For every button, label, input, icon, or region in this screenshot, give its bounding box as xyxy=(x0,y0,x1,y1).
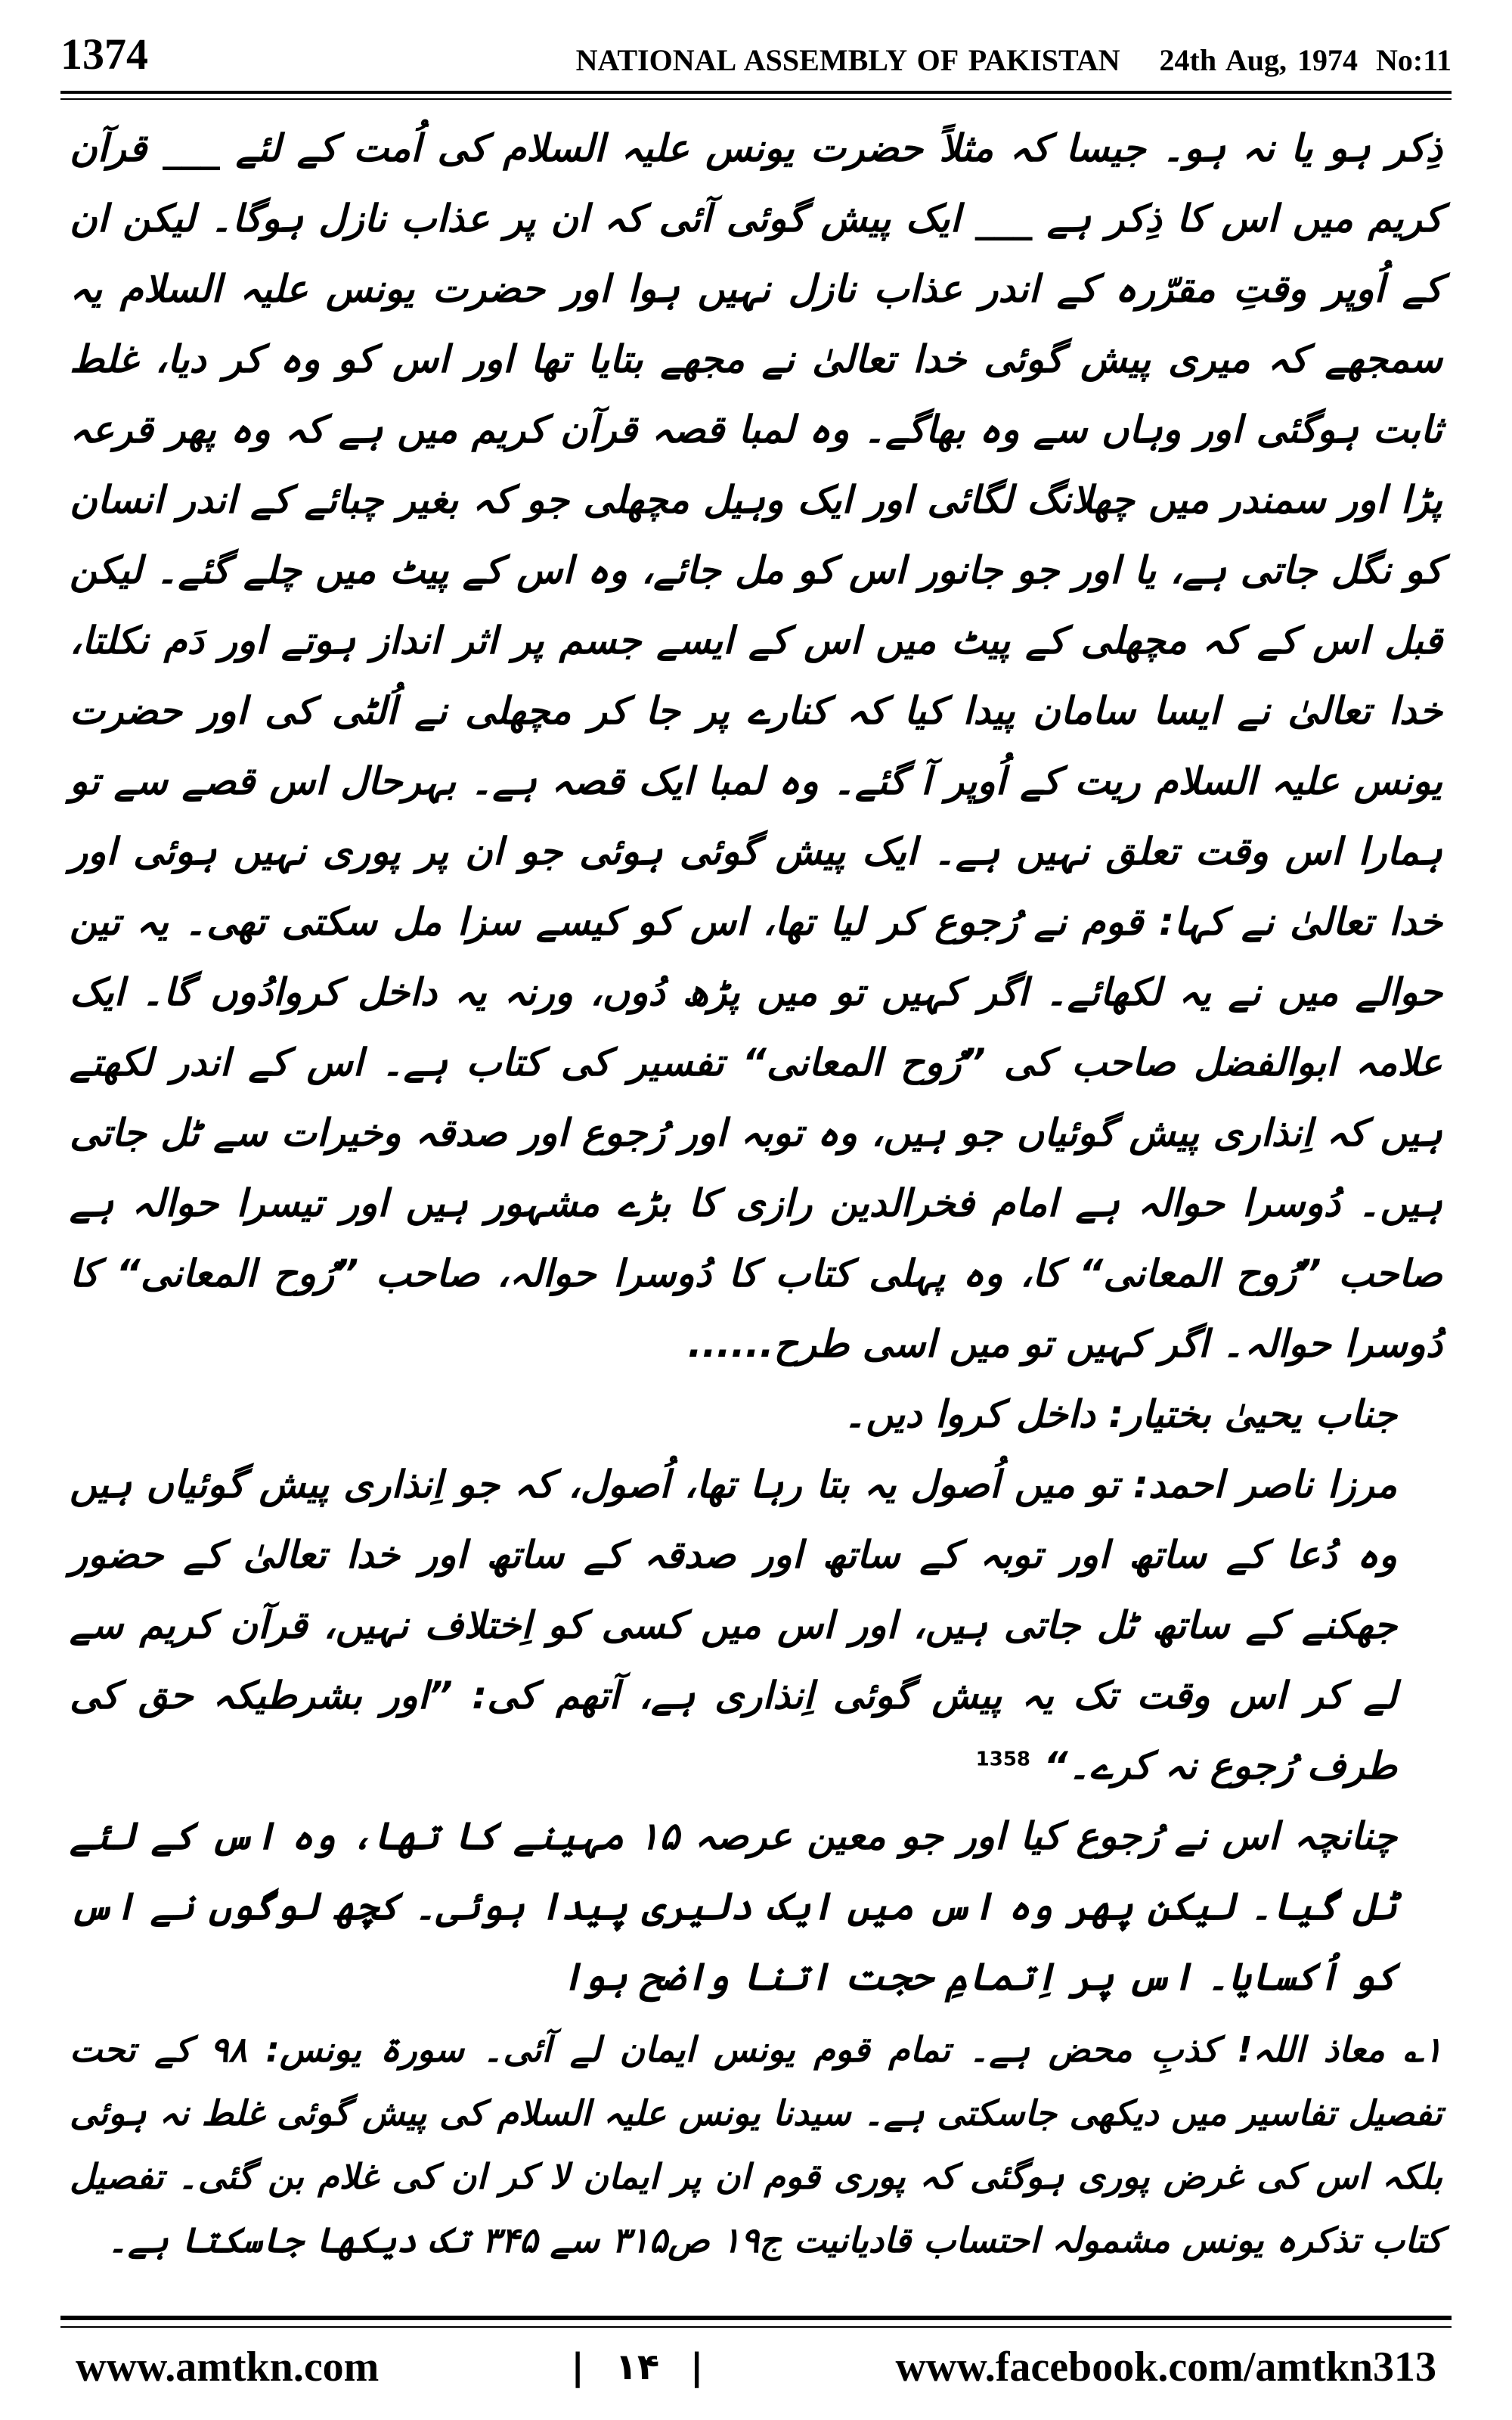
speech-text: تو میں اُصول یہ بتا رہا تھا، اُصول، کہ جو اِنذاری پیش گوئیاں ہیں وہ دُعا کے ساتھ اور توبہ کے ساتھ اور صدقہ کے ساتھ اور خدا تعالیٰ کے حضور جھکنے کے ساتھ ٹل جاتی ہیں، اور اس میں کسی کو اِختلاف نہیں، قرآن کریم سے لے کر اس وقت تک یہ پیش گوئی اِنذاری ہے، آتھم کی: ”اور بشرطیکہ حق کی طرف رُجوع نہ کرے۔“ xyxy=(70,1463,1397,1788)
paragraph xyxy=(70,1379,1442,1450)
separator: | xyxy=(689,2346,704,2388)
speech-text: داخل کروا دیں۔ xyxy=(844,1392,1095,1436)
reference-marker: 1358 xyxy=(975,1748,1031,1771)
footnote-text: ۱؎ معاذ اللہ! کذبِ محض ہے۔ تمام قوم یونس ایمان لے آئی۔ سورۃ یونس: ۹۸ کے تحت تفصیل تفاسیر میں دیکھی جاسکتی ہے۔ سیدنا یونس علیہ السلام کی پیش گوئی غلط نہ ہوئی بلکہ اس کی غرض پوری ہوگئی کہ پوری قوم ان پر ایمان لا کر ان کی غلام بن گئی۔ تفصیل کتاب تذکرہ یونس مشمولہ احتساب قادیانیت ج۱۹ ص۳۱۵ سے ۳۴۵ تک دیکھا جاسکتا ہے۔ xyxy=(70,2029,1442,2260)
header-rule-thin xyxy=(60,98,1452,100)
header-rule xyxy=(60,91,1452,94)
facebook-link[interactable]: www.facebook.com/amtkn313 xyxy=(895,2344,1436,2391)
page-footer xyxy=(76,2343,1436,2391)
footer-page-number xyxy=(571,2346,703,2388)
page-header xyxy=(576,42,1452,78)
footnote xyxy=(70,2018,1442,2272)
transcript-body xyxy=(70,113,1442,2012)
paragraph: چنانچہ اس نے رُجوع کیا اور جو معین عرصہ ۱۵ مہینے کا تھا، وہ اس کے لئے ٹل گیا۔ لیکن پھر وہ اس میں ایک دلیری پیدا ہوئی۔ کچھ لوگوں نے اس کو اُکسایا۔ اس پر اِتمامِ حجت اتنا واضح ہوا xyxy=(70,1814,1398,1999)
separator: | xyxy=(571,2346,584,2388)
urdu-page-number: ۱۴ xyxy=(615,2346,660,2388)
speaker-name: مرزا ناصر احمد: xyxy=(1132,1463,1397,1506)
publication-title: NATIONAL ASSEMBLY OF PAKISTAN xyxy=(575,43,1120,77)
page-number: 1374 xyxy=(60,29,148,79)
website-link[interactable]: www.amtkn.com xyxy=(76,2344,380,2391)
issue-number: No:11 xyxy=(1376,43,1452,77)
footer-rule xyxy=(60,2316,1452,2320)
paragraph xyxy=(70,1450,1442,1801)
footer-rule-thin xyxy=(60,2326,1452,2328)
session-date: 24th Aug, 1974 xyxy=(1159,43,1358,77)
speaker-name: جناب یحییٰ بختیار: xyxy=(1108,1392,1397,1436)
paragraph: ذِکر ہو یا نہ ہو۔ جیسا کہ مثلاً حضرت یونس علیہ السلام کی اُمت کے لئے ___ قرآن کریم میں اس کا ذِکر ہے ___ ایک پیش گوئی آئی کہ ان پر عذاب نازل ہوگا۔ لیکن ان کے اُوپر وقتِ مقرّرہ کے اندر عذاب نازل نہیں ہوا اور حضرت یونس علیہ السلام یہ سمجھے کہ میری پیش گوئی خدا تعالیٰ نے مجھے بتایا تھا اور اس کو وہ کر دیا، غلط ثابت ہوگئی اور وہاں سے وہ بھاگے۔ وہ لمبا قصہ قرآن کریم میں ہے کہ وہ پھر قرعہ پڑا اور سمندر میں چھلانگ لگائی اور ایک وہیل مچھلی جو کہ بغیر چبائے کے اندر انسان کو نگل جاتی ہے، یا اور جو جانور اس کو مل جائے، وہ اس کے پیٹ میں چلے گئے۔ لیکن قبل اس کے کہ مچھلی کے پیٹ میں اس کے ایسے جسم پر اثر انداز ہوتے اور دَم نکلتا، خدا تعالیٰ نے ایسا سامان پیدا کیا کہ کنارے پر جا کر مچھلی نے اُلٹی کی اور حضرت یونس علیہ السلام ریت کے اُوپر آ گئے۔ وہ لمبا ایک قصہ ہے۔ بہرحال اس قصے سے تو ہمارا اس وقت تعلق نہیں ہے۔ ایک پیش گوئی ہوئی جو ان پر پوری نہیں ہوئی اور خدا تعالیٰ نے کہا: قوم نے رُجوع کر لیا تھا، اس کو کیسے سزا مل سکتی تھی۔ یہ تین حوالے میں نے یہ لکھائے۔ اگر کہیں تو میں پڑھ دُوں، ورنہ یہ داخل کروادُوں گا۔ ایک علامہ ابوالفضل صاحب کی ”رُوح المعانی“ تفسیر کی کتاب ہے۔ اس کے اندر لکھتے ہیں کہ اِنذاری پیش گوئیاں جو ہیں، وہ توبہ اور رُجوع اور صدقہ وخیرات سے ٹل جاتی ہیں۔ دُوسرا حوالہ ہے امام فخرالدین رازی کا بڑے مشہور ہیں اور تیسرا حوالہ ہے صاحب ”رُوح المعانی“ کا، وہ پہلی کتاب کا دُوسرا حوالہ، صاحب ”رُوح المعانی“ کا دُوسرا حوالہ۔ اگر کہیں تو میں اسی طرح...... xyxy=(70,126,1443,1366)
